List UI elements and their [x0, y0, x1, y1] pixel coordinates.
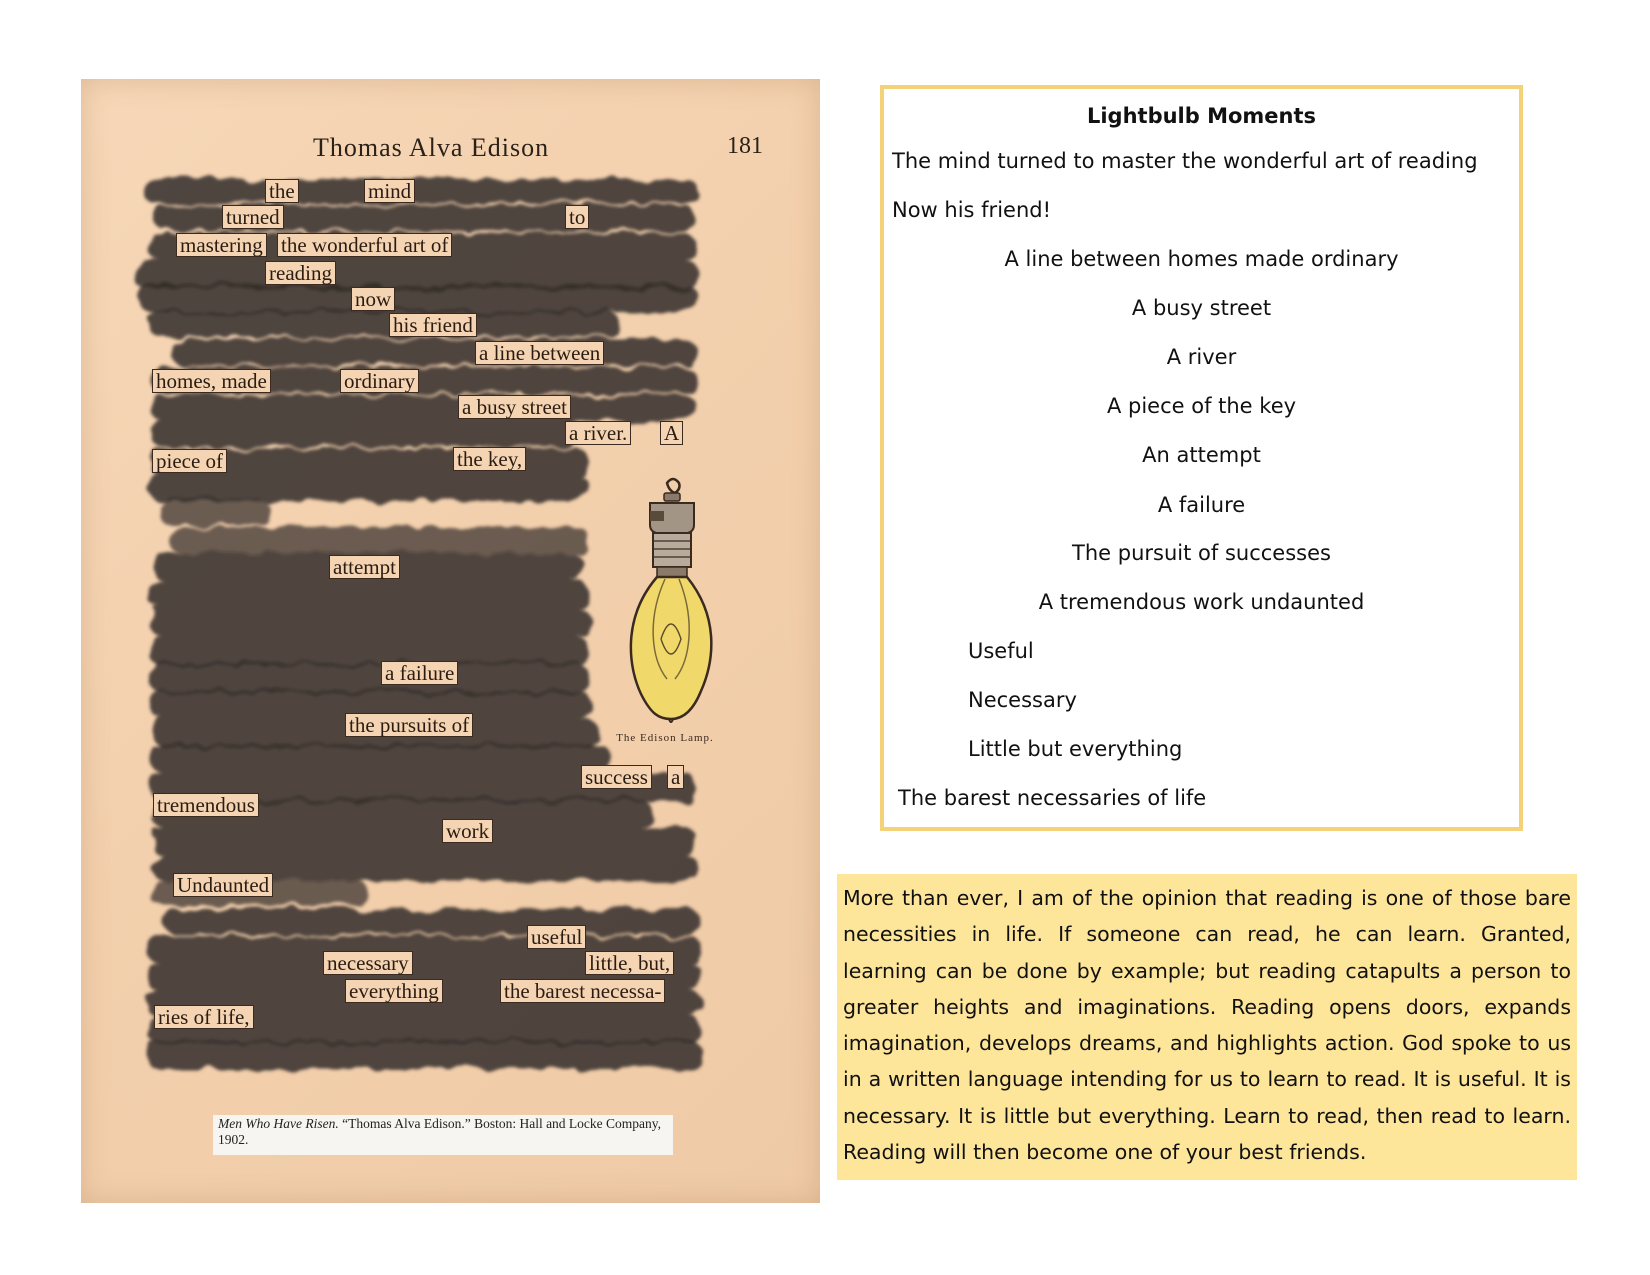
kept-word: piece of	[152, 449, 227, 473]
source-citation	[213, 1115, 673, 1155]
poem-line: A line between homes made ordinary	[1004, 247, 1399, 271]
poem-line: Little but everything	[968, 737, 1183, 761]
poem-line: Necessary	[968, 688, 1077, 712]
kept-word: the	[265, 179, 299, 203]
poem-line: A piece of the key	[1106, 394, 1297, 418]
kept-word: a river.	[565, 421, 631, 445]
reflection-text: More than ever, I am of the opinion that reading is one of those bare necessities in life. If someone can read, he can learn. Granted, learning can be done by example; but reading catapults a person to greater heights and imaginations. Reading opens doors, expands imagination, develops dreams, and highlights action. God spoke to us in a written language intending for us to learn to read. It is useful. It is necessary. It is little but everything. Learn to read, then read to learn. Reading will then become one of your best friends.	[843, 886, 1571, 1165]
kept-word: homes, made	[152, 369, 271, 393]
kept-word: reading	[265, 261, 336, 285]
kept-word: attempt	[329, 555, 400, 579]
kept-word: a busy street	[458, 395, 571, 419]
kept-word: the barest necessa-	[500, 979, 665, 1003]
edison-lamp-illustration	[631, 479, 711, 722]
poem-line: The pursuit of successes	[1072, 541, 1331, 565]
kept-word: tremendous	[153, 793, 259, 817]
poem-title: Lightbulb Moments	[1086, 104, 1317, 128]
kept-word: his friend	[389, 313, 477, 337]
kept-word: a line between	[475, 341, 604, 365]
kept-word: turned	[222, 205, 284, 229]
kept-word: to	[565, 205, 589, 229]
kept-word: work	[442, 819, 493, 843]
kept-word: useful	[527, 925, 586, 949]
kept-word: everything	[345, 979, 443, 1003]
poem-line: A busy street	[1131, 296, 1272, 320]
poem-line: The barest necessaries of life	[898, 786, 1207, 810]
kept-word: the key,	[453, 447, 526, 471]
book-page-number: 181	[727, 133, 763, 159]
kept-word: mind	[364, 179, 415, 203]
kept-word: the pursuits of	[345, 713, 473, 737]
poem-box	[880, 85, 1523, 831]
kept-word: success	[581, 765, 652, 789]
citation-book-title: Men Who Have Risen.	[218, 1116, 339, 1131]
kept-word: ries of life,	[154, 1005, 254, 1029]
poem-line: A tremendous work undaunted	[1038, 590, 1365, 614]
kept-word: the wonderful art of	[277, 233, 452, 257]
kept-word: a failure	[381, 661, 458, 685]
lamp-caption: The Edison Lamp.	[616, 732, 714, 744]
book-running-title: Thomas Alva Edison	[313, 133, 550, 162]
reflection-box	[837, 874, 1577, 1180]
poem-line: A river	[1166, 345, 1237, 369]
blackout-poem-page	[81, 79, 820, 1203]
poem-line: The mind turned to master the wonderful art of reading	[892, 149, 1478, 173]
kept-word: little, but,	[585, 951, 674, 975]
poem-line: A failure	[1157, 493, 1246, 517]
kept-word: a	[667, 765, 684, 789]
kept-word: mastering	[176, 233, 267, 257]
poem-line: An attempt	[1142, 443, 1261, 467]
poem-line: Now his friend!	[892, 198, 1052, 222]
kept-word: ordinary	[340, 369, 419, 393]
poem-line: Useful	[968, 639, 1034, 663]
citation-details: “Thomas Alva Edison.” Boston: Hall and Locke Company, 1902.	[218, 1116, 662, 1147]
kept-word: now	[351, 287, 395, 311]
kept-word: A	[660, 421, 683, 445]
kept-word: Undaunted	[173, 873, 273, 897]
kept-word: necessary	[323, 951, 413, 975]
